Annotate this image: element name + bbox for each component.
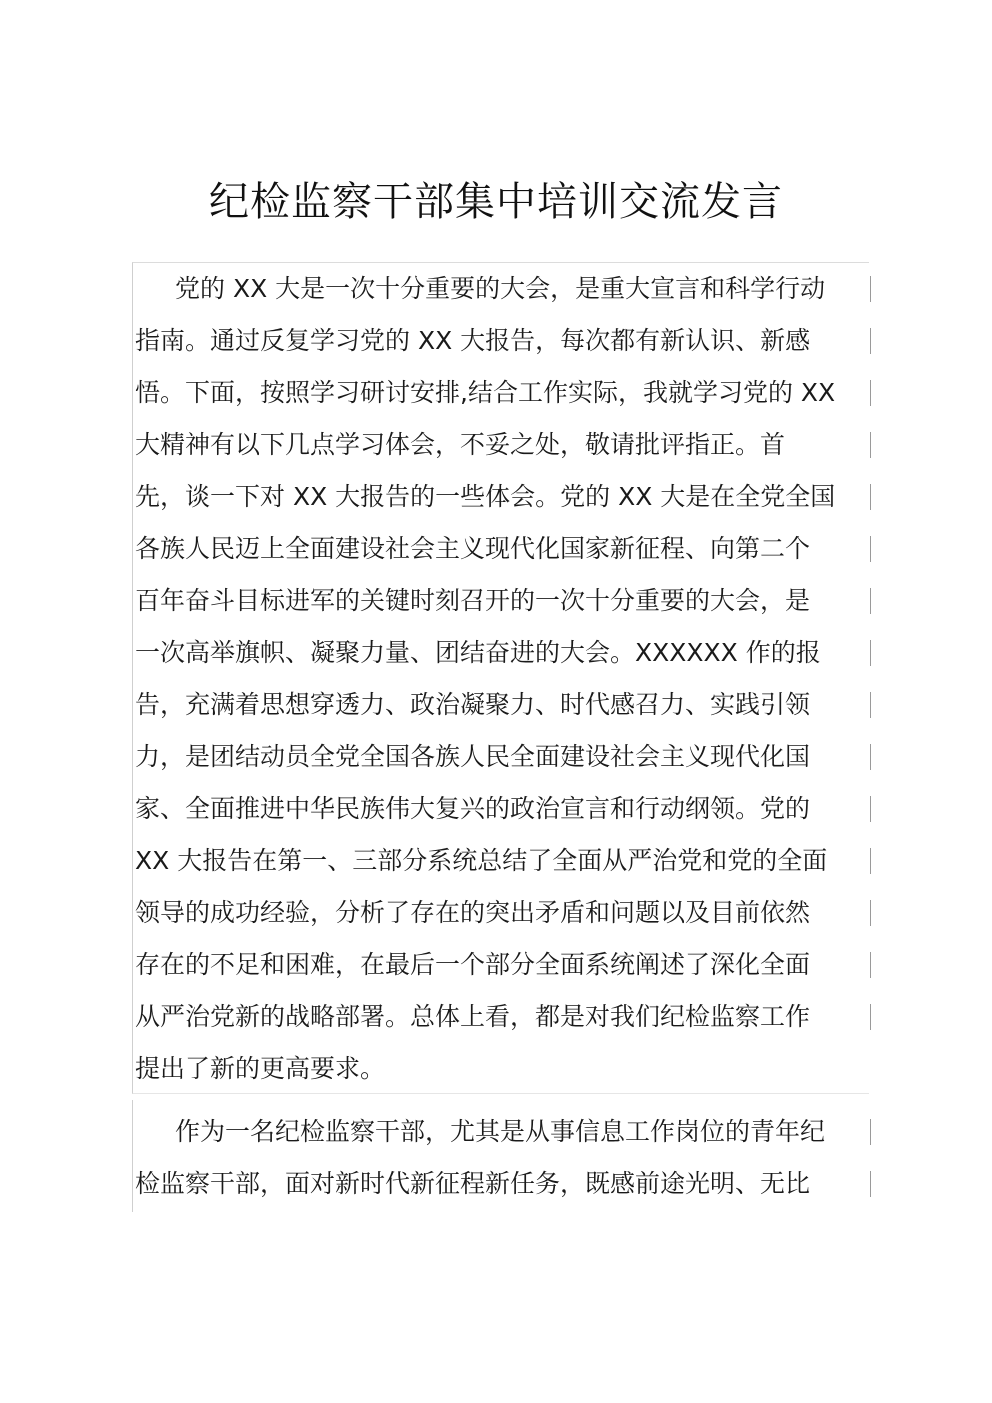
paragraph-line: 指南。通过反复学习党的 XX 大报告，每次都有新认识、新感	[135, 326, 811, 355]
text-boundary-mark	[870, 1171, 871, 1197]
text-boundary-mark	[870, 640, 871, 666]
paragraph-line: 一次高举旗帜、凝聚力量、团结奋进的大会。XXXXXX 作的报	[135, 638, 821, 667]
text-boundary-mark	[870, 536, 871, 562]
text-boundary-mark	[870, 692, 871, 718]
text-boundary-mark	[870, 796, 871, 822]
paragraph-2	[132, 1100, 869, 1212]
document-title: 纪检监察干部集中培训交流发言	[209, 179, 783, 225]
text-boundary-mark	[870, 588, 871, 614]
paragraph-line: 百年奋斗目标进军的关键时刻召开的一次十分重要的大会，是	[135, 586, 811, 615]
paragraph-line: 从严治党新的战略部署。总体上看，都是对我们纪检监察工作	[135, 1002, 811, 1031]
paragraph-line: 家、全面推进中华民族伟大复兴的政治宣言和行动纲领。党的	[135, 794, 811, 823]
paragraph-line: 检监察干部，面对新时代新征程新任务，既感前途光明、无比	[135, 1169, 811, 1198]
text-boundary-mark	[870, 900, 871, 926]
text-boundary-mark	[870, 1004, 871, 1030]
paragraph-line: 先，谈一下对 XX 大报告的一些体会。党的 XX 大是在全党全国	[135, 482, 836, 511]
text-boundary-mark	[870, 276, 871, 302]
text-boundary-mark	[870, 328, 871, 354]
text-boundary-mark	[870, 432, 871, 458]
text-boundary-mark	[870, 744, 871, 770]
paragraph-line: 各族人民迈上全面建设社会主义现代化国家新征程、向第二个	[135, 534, 811, 563]
paragraph-line: XX 大报告在第一、三部分系统总结了全面从严治党和党的全面	[135, 846, 828, 875]
paragraph-line: 作为一名纪检监察干部，尤其是从事信息工作岗位的青年纪	[175, 1117, 826, 1146]
paragraph-line: 提出了新的更高要求。	[135, 1054, 386, 1083]
paragraph-line: 大精神有以下几点学习体会，不妥之处，敬请批评指正。首	[135, 430, 786, 459]
text-boundary-mark	[870, 484, 871, 510]
text-boundary-mark	[870, 952, 871, 978]
paragraph-line: 领导的成功经验，分析了存在的突出矛盾和问题以及目前依然	[135, 898, 811, 927]
text-boundary-mark	[870, 380, 871, 406]
text-boundary-mark	[870, 1119, 871, 1145]
paragraph-1	[132, 262, 869, 1094]
paragraph-line: 存在的不足和困难，在最后一个部分全面系统阐述了深化全面	[135, 950, 811, 979]
paragraph-line: 悟。下面，按照学习研讨安排,结合工作实际，我就学习党的 XX	[135, 378, 836, 407]
paragraph-line: 告，充满着思想穿透力、政治凝聚力、时代感召力、实践引领	[135, 690, 811, 719]
paragraph-line: 党的 XX 大是一次十分重要的大会，是重大宣言和科学行动	[175, 274, 826, 303]
paragraph-line: 力，是团结动员全党全国各族人民全面建设社会主义现代化国	[135, 742, 811, 771]
text-boundary-mark	[870, 848, 871, 874]
